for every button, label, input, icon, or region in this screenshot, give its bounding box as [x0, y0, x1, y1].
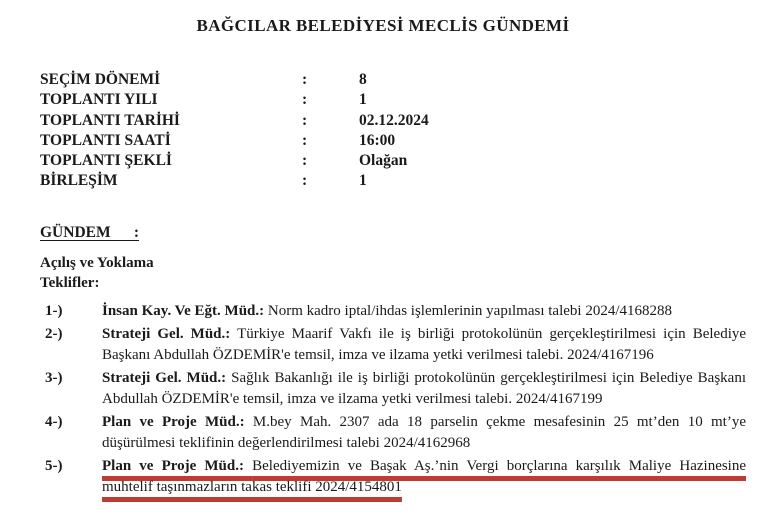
meta-label: TOPLANTI SAATİ: [40, 131, 171, 149]
item-number: 3-): [45, 370, 63, 387]
meta-label: BİRLEŞİM: [40, 172, 118, 190]
meta-label: TOPLANTI TARİHİ: [40, 111, 180, 129]
page-title: BAĞCILAR BELEDİYESİ MECLİS GÜNDEMİ: [196, 16, 570, 35]
item-body: [102, 301, 746, 322]
meta-value: 8: [359, 71, 367, 88]
meta-separator: :: [302, 172, 308, 190]
meta-value: 02.12.2024: [359, 111, 429, 129]
agenda-item-1: [40, 301, 746, 322]
agenda-item-4: [40, 412, 746, 453]
agenda-section-teklifler: Teklifler:: [40, 274, 100, 291]
meta-row-toplanti-tarihi: [40, 111, 746, 131]
agenda-item-2: [40, 324, 746, 365]
item-number: 4-): [45, 414, 63, 431]
agenda-item-list: [40, 301, 746, 498]
item-body-red-underlined: [102, 456, 746, 497]
meta-separator: :: [302, 152, 308, 170]
meta-value: Olağan: [359, 152, 408, 170]
item-body: [102, 324, 746, 365]
agenda-heading: GÜNDEM :: [40, 223, 140, 241]
meta-row-toplanti-saati: [40, 131, 746, 151]
item-description: Belediyemizin ve Başak Aş.’nin Vergi borçlarına karşılık Maliye Hazinesine muhtelif taşınmazların takas teklifi 2024/4154801: [102, 458, 747, 495]
item-body: [102, 412, 746, 453]
item-body: [102, 368, 746, 409]
item-department: Strateji Gel. Müd.:: [102, 370, 227, 387]
meta-row-toplanti-sekli: [40, 151, 746, 171]
item-number: 1-): [45, 302, 63, 319]
meta-value: 1: [359, 91, 367, 109]
meta-row-birlesim: [40, 171, 746, 191]
meta-separator: :: [302, 131, 308, 149]
agenda-section-acilis: Açılış ve Yoklama: [40, 254, 154, 271]
meta-label: TOPLANTI ŞEKLİ: [40, 152, 172, 170]
agenda-item-5-highlighted: [40, 456, 746, 497]
item-number: 2-): [45, 326, 63, 343]
meta-separator: :: [302, 111, 308, 129]
meta-value: 1: [359, 172, 367, 190]
meta-separator: :: [302, 71, 308, 88]
agenda-item-3: [40, 368, 746, 409]
meta-row-toplanti-yili: [40, 90, 746, 110]
item-department: Plan ve Proje Müd.:: [102, 414, 245, 431]
meta-label: TOPLANTI YILI: [40, 91, 158, 109]
item-number: 5-): [45, 458, 63, 475]
item-description: Norm kadro iptal/ihdas işlemlerinin yapılması talebi 2024/4168288: [267, 302, 672, 319]
meta-separator: :: [302, 91, 308, 109]
meta-label: SEÇİM DÖNEMİ: [40, 71, 161, 88]
meta-row-secim-donemi: [40, 70, 746, 90]
meta-value: 16:00: [359, 131, 396, 149]
item-description: M.bey Mah. 2307 ada 18 parselin çekme mesafesinin 25 mt’den 10 mt’ye düşürülmesi teklifinin değerlendirilmesi talebi 2024/4162968: [102, 414, 747, 451]
meeting-meta-block: [40, 70, 746, 192]
item-department: Plan ve Proje Müd.:: [102, 458, 244, 475]
item-department: İnsan Kay. Ve Eğt. Müd.:: [102, 302, 265, 319]
item-description: Türkiye Maarif Vakfı ile iş birliği protokolünün gerçekleştirilmesi için Belediye Başkanı Abdullah ÖZDEMİR'e temsil, imza ve ilzama yetki verilmesi talebi. 2024/4167196: [102, 326, 747, 363]
item-description: Sağlık Bakanlığı ile iş birliği protokolünün gerçekleştirilmesi için Belediye Başkanı Abdullah ÖZDEMİR'e temsil, imza ve ilzama yetki verilmesi talebi. 2024/4167199: [102, 370, 747, 407]
item-department: Strateji Gel. Müd.:: [102, 326, 231, 343]
